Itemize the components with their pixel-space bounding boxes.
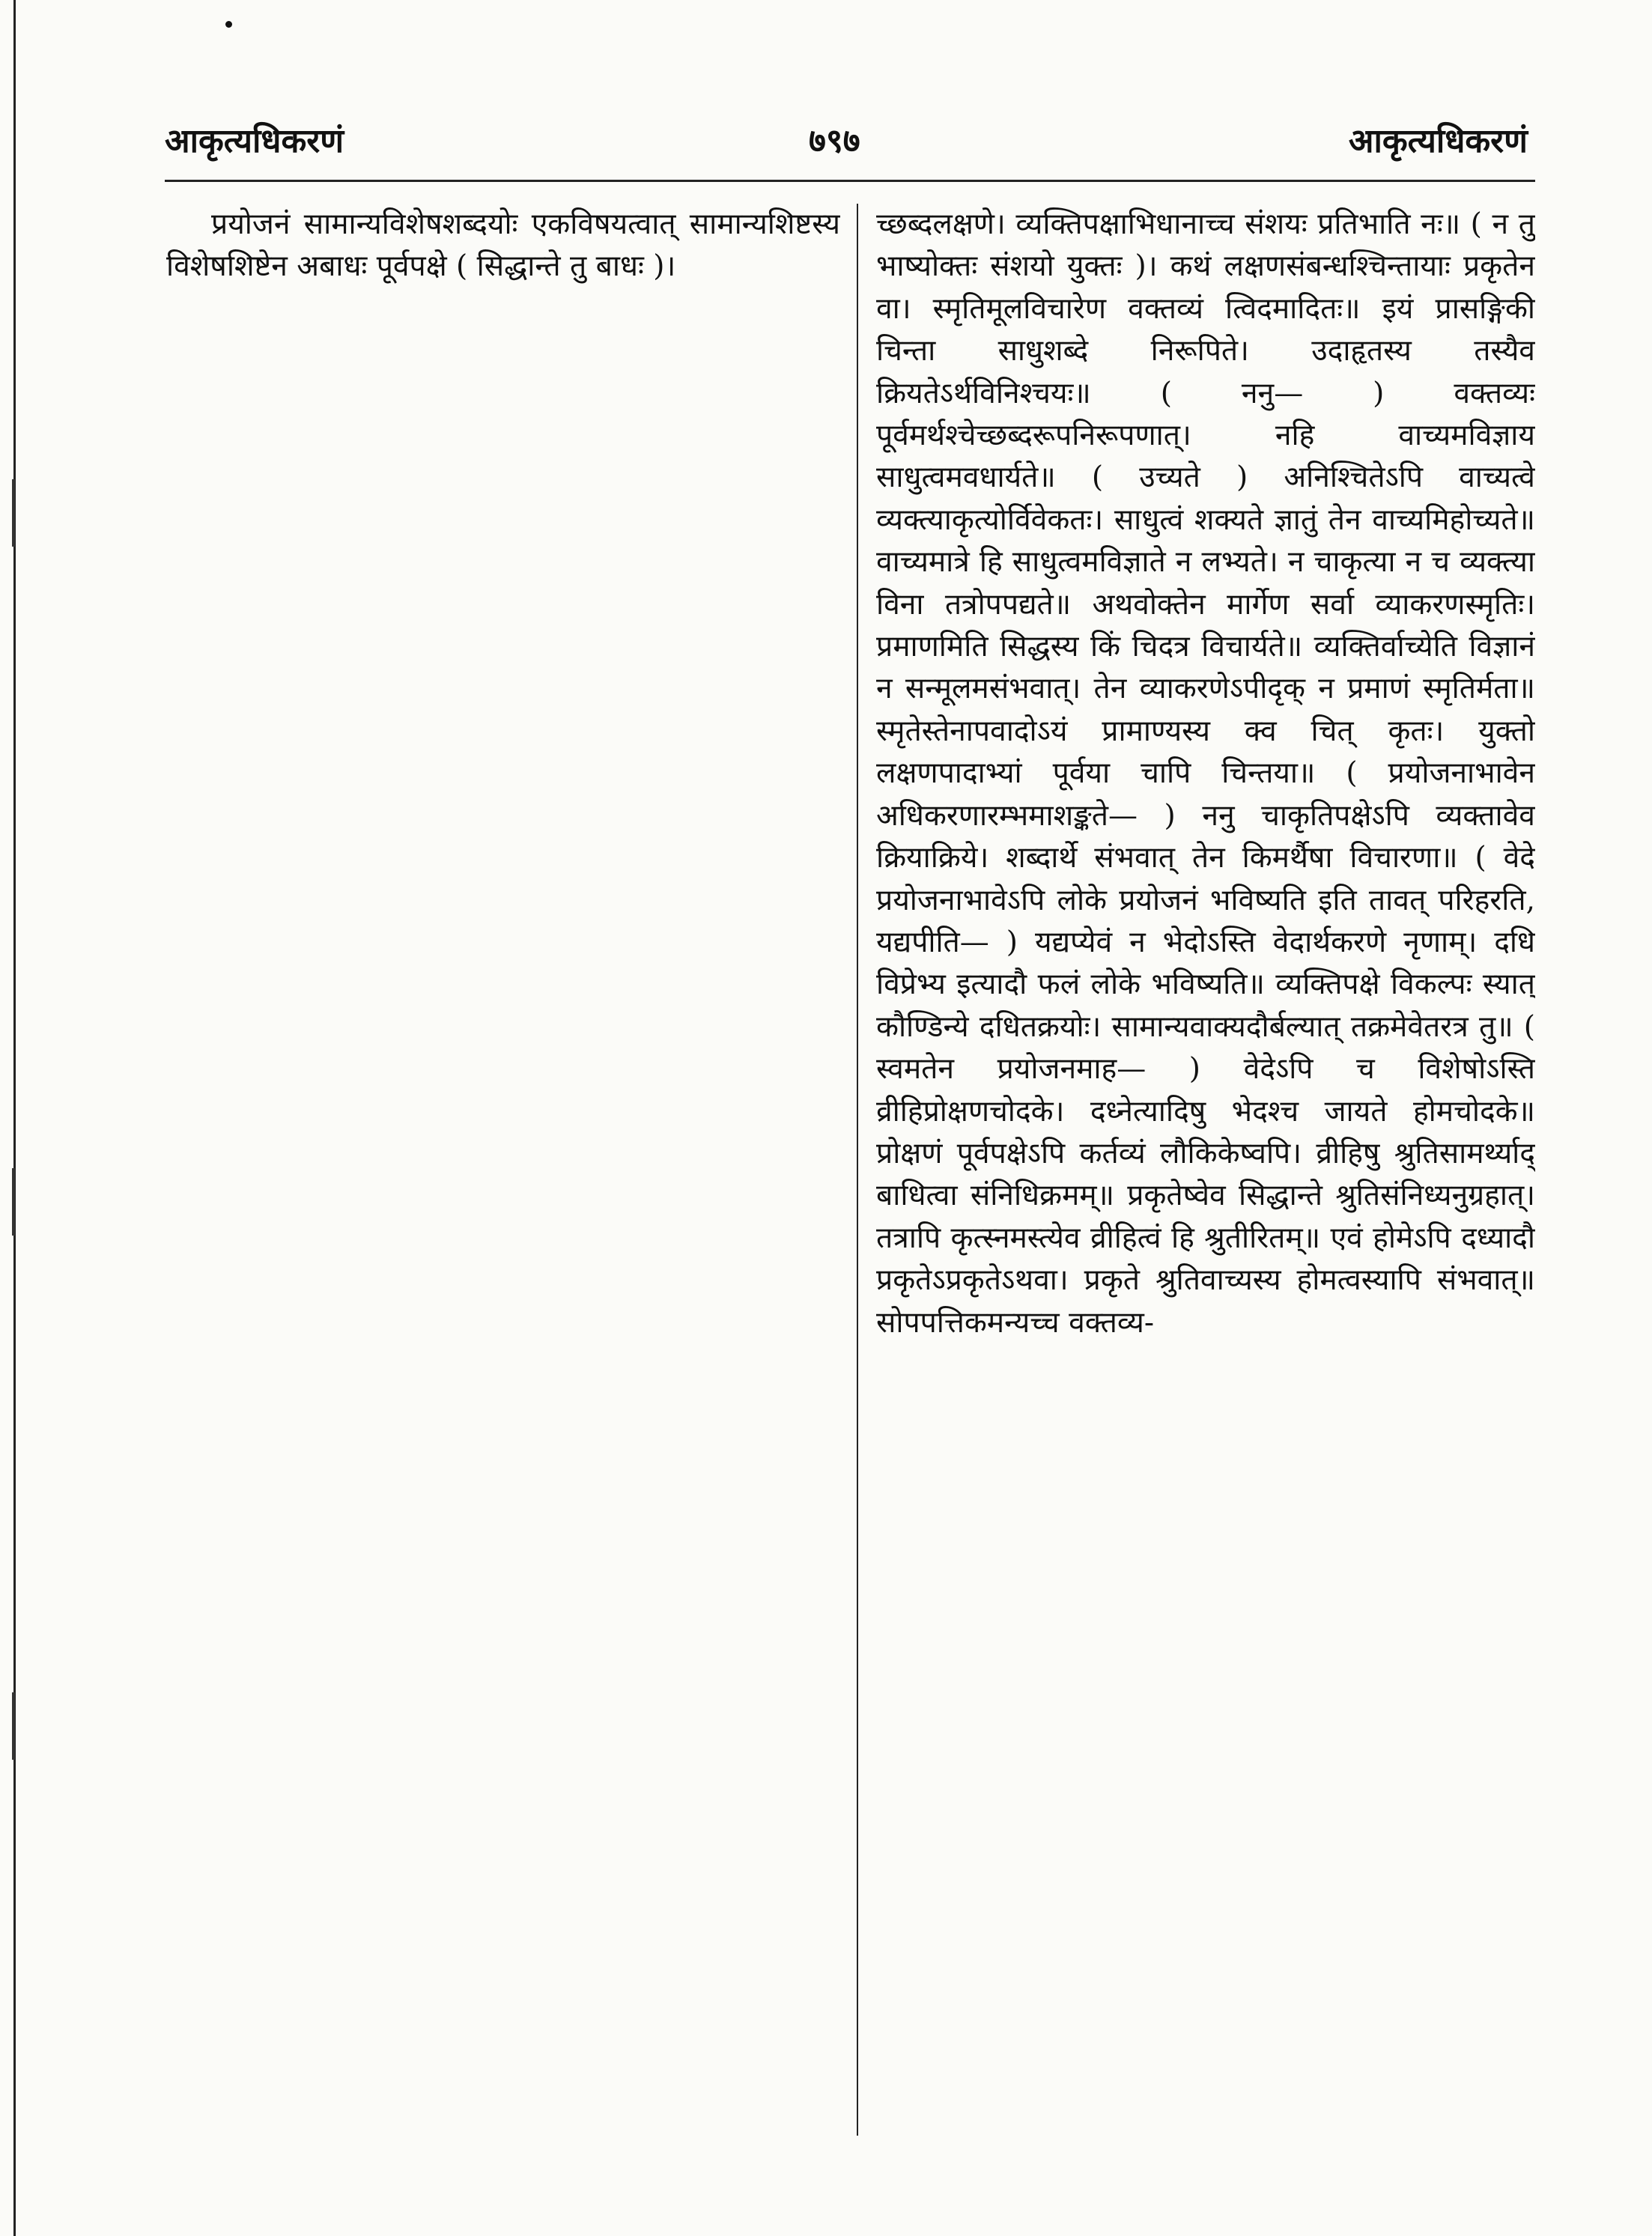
column-divider bbox=[857, 204, 858, 2136]
left-column bbox=[166, 204, 840, 2196]
page-edge-mark bbox=[12, 1692, 15, 1760]
ink-dot bbox=[225, 21, 232, 28]
paragraph: प्रयोजनं सामान्यविशेषशब्दयोः एकविषयत्वात् सामान्यशिष्टस्य विशेषशिष्टेन अबाधः पूर्वपक्षे ( सिद्धान्ते तु बाधः )। bbox=[166, 207, 840, 284]
page-edge-mark bbox=[12, 479, 15, 547]
header-rule bbox=[165, 180, 1535, 182]
right-column bbox=[876, 204, 1535, 2196]
paragraph: च्छब्दलक्षणे। व्यक्तिपक्षाभिधानाच्च संशयः प्रतिभाति नः॥ ( न तु भाष्योक्तः संशयो युक्तः )। कथं लक्षणसंबन्धश्चिन्तायाः प्रकृतेन वा। स्मृतिमूलविचारेण वक्तव्यं त्विदमादितः॥ इयं प्रासङ्गिकी चिन्ता साधुशब्दे निरूपिते। उदाहृतस्य तस्यैव क्रियतेऽर्थविनिश्चयः॥ ( ननु— ) वक्तव्यः पूर्वमर्थश्चेच्छब्दरूपनिरूपणात्। नहि वाच्यमविज्ञाय साधुत्वमवधार्यते॥ ( उच्यते ) अनिश्चितेऽपि वाच्यत्वे व्यक्त्याकृत्योर्विवेकतः। साधुत्वं शक्यते ज्ञातुं तेन वाच्यमिहोच्यते॥ वाच्यमात्रे हि साधुत्वमविज्ञाते न लभ्यते। न चाकृत्या न च व्यक्त्या विना तत्रोपपद्यते॥ अथवोक्तेन मार्गेण सर्वा व्याकरणस्मृतिः। प्रमाणमिति सिद्धस्य किं चिदत्र विचार्यते॥ व्यक्तिर्वाच्येति विज्ञानं न सन्मूलमसंभवात्। तेन व्याकरणेऽपीदृक् न प्रमाणं स्मृतिर्मता॥ स्मृतेस्तेनापवादोऽयं प्रामाण्यस्य क्व चित् कृतः। युक्तो लक्षणपादाभ्यां पूर्वया चापि चिन्तया॥ ( प्रयोजनाभावेन अधिकरणारम्भमाशङ्कते— ) ननु चाकृतिपक्षेऽपि व्यक्तावेव क्रियाक्रिये। शब्दार्थे संभवात् तेन किमर्थैषा विचारणा॥ ( वेदे प्रयोजनाभावेऽपि लोके प्रयोजनं भविष्यति इति तावत् परिहरति, यद्यपीति— ) यद्यप्येवं न भेदोऽस्ति वेदार्थकरणे नृणाम्। दधि विप्रेभ्य इत्यादौ फलं लोके भविष्यति॥ व्यक्तिपक्षे विकल्पः स्यात् कौण्डिन्ये दधितक्रयोः। सामान्यवाक्यदौर्बल्यात् तक्रमेवेतरत्र तु॥ ( स्वमतेन प्रयोजनमाह— ) वेदेऽपि च विशेषोऽस्ति व्रीहिप्रोक्षणचोदके। दध्नेत्यादिषु भेदश्च जायते होमचोदके॥ प्रोक्षणं पूर्वपक्षेऽपि कर्तव्यं लौकिकेष्वपि। व्रीहिषु श्रुतिसामर्थ्याद् बाधित्वा संनिधिक्रमम्॥ प्रकृतेष्वेव सिद्धान्ते श्रुतिसंनिध्यनुग्रहात्। तत्रापि कृत्स्नमस्त्येव व्रीहित्वं हि श्रुतीरितम्॥ एवं होमेऽपि दध्यादौ प्रकृतेऽप्रकृतेऽथवा। प्रकृते श्रुतिवाच्यस्य होमत्वस्यापि संभवात्॥ सोपपत्तिकमन्यच्च वक्तव्य- bbox=[876, 207, 1535, 1340]
header-left-title: आकृत्यधिकरणं bbox=[165, 122, 344, 160]
page-number: ७९७ bbox=[809, 122, 860, 160]
page-edge-mark bbox=[12, 1168, 15, 1236]
running-header bbox=[165, 112, 1528, 172]
header-right-title: आकृत्यधिकरणं bbox=[1348, 122, 1528, 160]
page-left-edge bbox=[13, 0, 16, 2236]
